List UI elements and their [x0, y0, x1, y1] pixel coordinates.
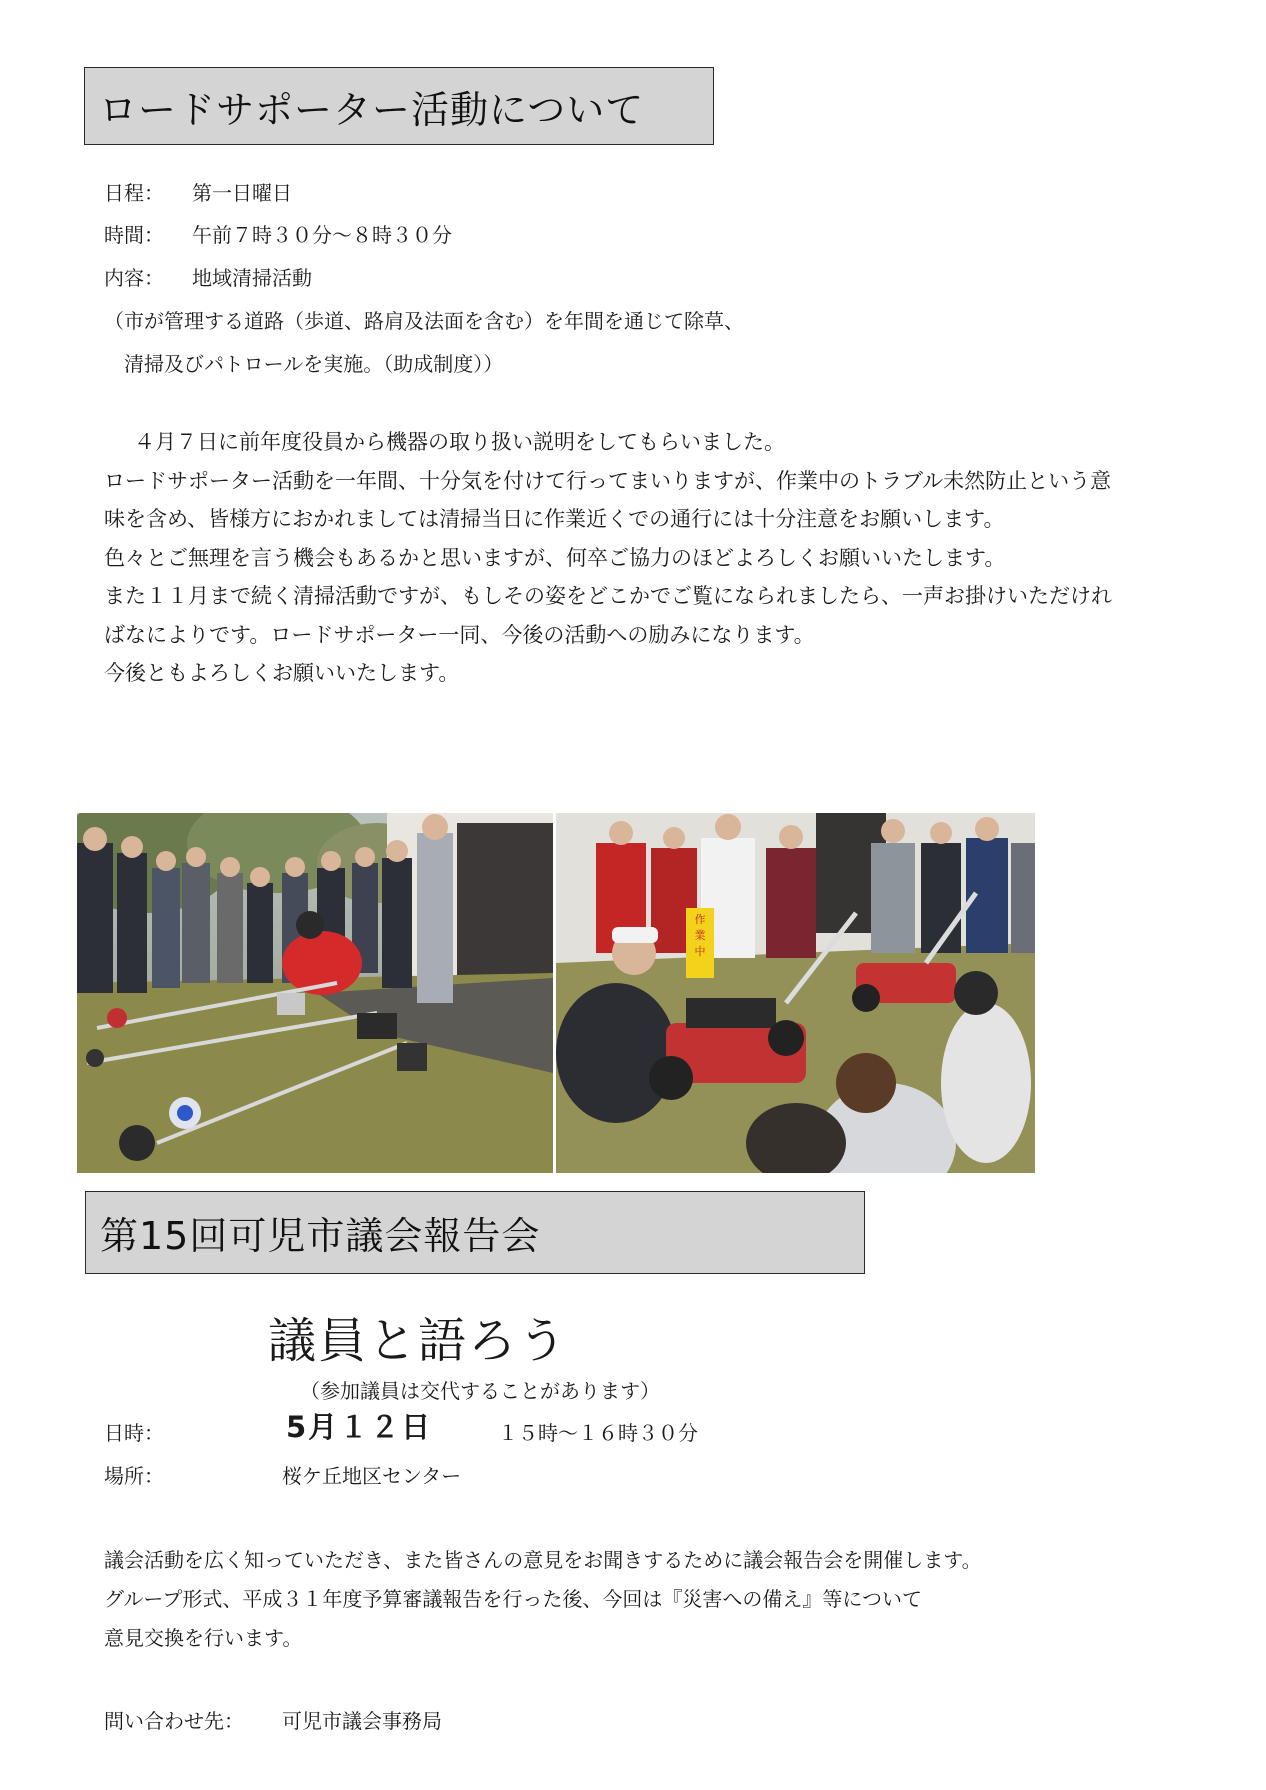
photo-brushcutter-demo: [77, 813, 553, 1173]
section-title-council-report: 第15回可児市議会報告会: [85, 1191, 865, 1274]
time-label: 時間：: [104, 223, 164, 247]
date-label: 日時：: [104, 1421, 164, 1445]
contact-value: 可児市議会事務局: [282, 1709, 442, 1733]
place-value: 桜ケ丘地区センター: [282, 1464, 462, 1488]
message-line: ４月７日に前年度役員から機器の取り扱い説明をしてもらいました。: [134, 430, 785, 454]
content-note-2: 清掃及びパトロールを実施。（助成制度））: [124, 352, 504, 376]
content-value: 地域清掃活動: [192, 266, 312, 290]
participant-note: （参加議員は交代することがあります）: [300, 1379, 660, 1403]
content-label: 内容：: [104, 266, 164, 290]
description-line: 議会活動を広く知っていただき、また皆さんの意見をお聞きするために議会報告会を開催します。: [104, 1548, 982, 1572]
date-value: 5月１２日: [286, 1410, 433, 1444]
council-report-description: [104, 1541, 1124, 1658]
photo-lawnmower-illustration: [556, 813, 1035, 1173]
headline-talk-with-members: 議員と語ろう: [268, 1313, 569, 1369]
description-line: グループ形式、平成３１年度予算審議報告を行った後、今回は『災害への備え』等について: [104, 1587, 922, 1611]
photo-brushcutter-illustration: [77, 813, 553, 1173]
sign-text: 作業中: [694, 913, 706, 958]
schedule-value: 第一日曜日: [192, 181, 292, 205]
place-label: 場所：: [104, 1464, 164, 1488]
section-title-road-supporter: ロードサポーター活動について: [84, 67, 714, 145]
time-range-value: １５時～１６時３０分: [498, 1421, 698, 1445]
message-line: 色々とご無理を言う機会もあるかと思いますが、何卒ご協力のほどよろしくお願いいたします。: [104, 545, 1006, 570]
road-supporter-message: [104, 423, 1124, 693]
contact-label: 問い合わせ先：: [104, 1709, 244, 1733]
message-line: 今後ともよろしくお願いいたします。: [104, 661, 460, 685]
description-line: 意見交換を行います。: [104, 1626, 303, 1650]
photo-lawnmower-demo: [556, 813, 1035, 1173]
schedule-label: 日程：: [104, 181, 164, 205]
time-value: 午前７時３０分～８時３０分: [192, 223, 452, 247]
message-line: ロードサポーター活動を一年間、十分気を付けて行ってまいりますが、作業中のトラブル未然防止という意味を含め、皆様方におかれましては清掃当日に作業近くでの通行には十分注意をお願いします。: [104, 468, 1112, 531]
message-line: また１１月まで続く清掃活動ですが、もしその姿をどこかでご覧になられましたら、一声お掛けいただければなによりです。ロードサポーター一同、今後の活動への励みになります。: [104, 584, 1112, 647]
content-note-1: （市が管理する道路（歩道、路肩及法面を含む）を年間を通じて除草、: [104, 309, 744, 333]
